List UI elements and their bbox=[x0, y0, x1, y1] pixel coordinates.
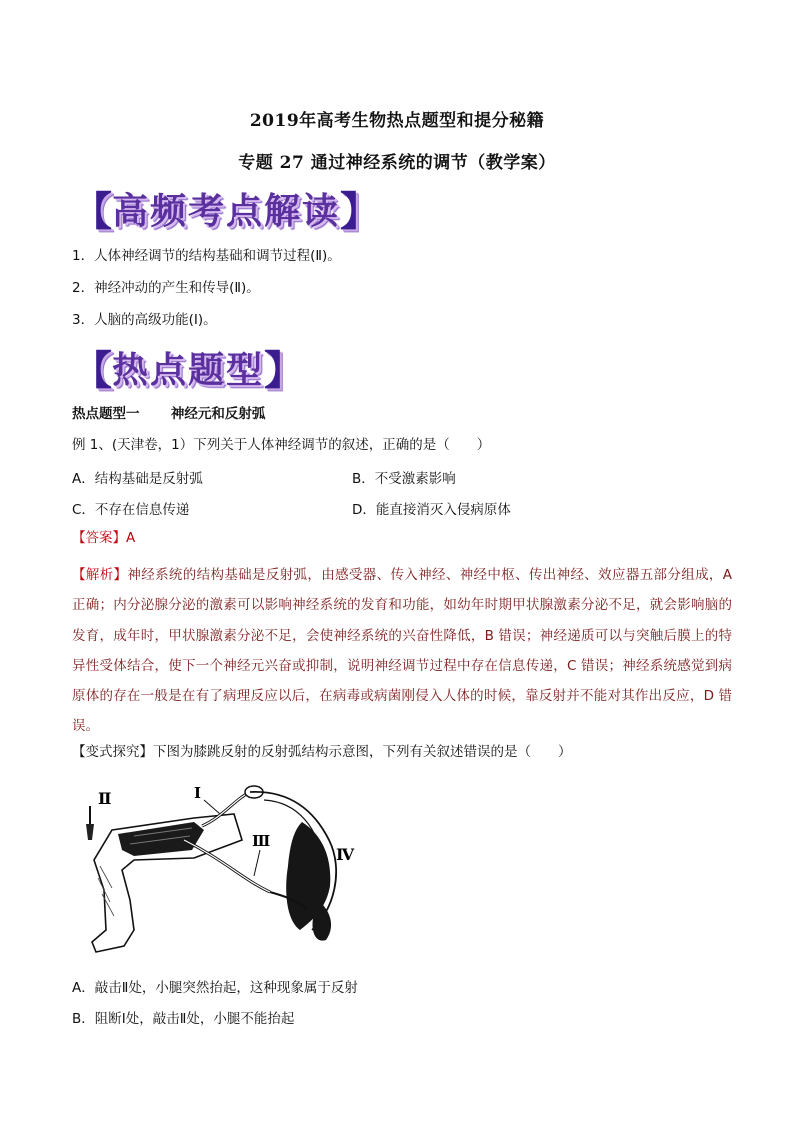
variant-stem: 下图为膝跳反射的反射弧结构示意图，下列有关叙述错误的是（ ） bbox=[153, 744, 572, 760]
reflex-arc-figure bbox=[74, 770, 370, 956]
banner-left-bracket: 【 bbox=[72, 346, 112, 394]
answer-value: A bbox=[126, 530, 136, 546]
label-III: Ⅲ bbox=[252, 832, 271, 850]
key-point-3: 3．人脑的高级功能(Ⅰ)。 bbox=[72, 312, 217, 328]
label-IV: Ⅳ bbox=[336, 845, 355, 864]
label-II: Ⅱ bbox=[98, 789, 112, 808]
key-point-2: 2．神经冲动的产生和传导(Ⅱ)。 bbox=[72, 280, 260, 296]
banner-text: 高频考点解读 bbox=[112, 189, 341, 232]
variant-option-a: A．敲击Ⅱ处，小腿突然抬起，这种现象属于反射 bbox=[72, 980, 358, 996]
banner-left-bracket: 【 bbox=[72, 187, 112, 235]
variant-stem-line bbox=[72, 743, 572, 761]
example-stem: 例 1、(天津卷，1）下列关于人体神经调节的叙述，正确的是（ ） bbox=[72, 437, 491, 453]
answer-tag: 【答案】 bbox=[72, 530, 126, 546]
banner-hot-types bbox=[72, 342, 304, 392]
option-c: C．不存在信息传递 bbox=[72, 502, 190, 518]
analysis-text: 神经系统的结构基础是反射弧，由感受器、传入神经、神经中枢、传出神经、效应器五部分组成，A 正确；内分泌腺分泌的激素可以影响神经系统的发育和功能，如幼年时期甲状腺激素分泌不足，就会影响脑的发育，成年时，甲状腺激素分泌不足，会使神经系统的兴奋性降低，B 错误；神经递质可以与突触后膜上的特异性受体结合，使下一个神经元兴奋或抑制，说明神经调节过程中存在信息传递，C 错误；神经系统感觉到病原体的存在一般是在有了病理反应以后，在病毒或病菌刚侵入人体的时候，靠反射并不能对其作出反应，D 错误。 bbox=[72, 567, 733, 735]
page-title: 2019年高考生物热点题型和提分秘籍 bbox=[249, 111, 545, 131]
option-b: B．不受激素影响 bbox=[352, 471, 456, 487]
variant-tag: 【变式探究】 bbox=[72, 744, 153, 760]
label-I: Ⅰ bbox=[194, 784, 202, 802]
section-label: 热点题型一 bbox=[72, 406, 140, 422]
variant-option-b: B．阻断Ⅰ处，敲击Ⅱ处，小腿不能抬起 bbox=[72, 1011, 295, 1027]
section-heading bbox=[72, 405, 265, 423]
analysis-tag: 【解析】 bbox=[72, 567, 128, 583]
option-a: A．结构基础是反射弧 bbox=[72, 471, 203, 487]
key-point-1: 1．人体神经调节的结构基础和调节过程(Ⅱ)。 bbox=[72, 248, 341, 264]
section-title: 神经元和反射弧 bbox=[170, 406, 266, 422]
page-subtitle: 专题 27 通过神经系统的调节（教学案） bbox=[238, 153, 556, 173]
banner-right-bracket: 】 bbox=[264, 346, 305, 394]
analysis-paragraph bbox=[72, 560, 732, 742]
option-d: D．能直接消灭入侵病原体 bbox=[352, 502, 511, 518]
banner-right-bracket: 】 bbox=[340, 187, 381, 235]
banner-interpretation bbox=[72, 183, 380, 233]
banner-text: 热点题型 bbox=[112, 348, 265, 391]
answer-line bbox=[72, 529, 135, 547]
